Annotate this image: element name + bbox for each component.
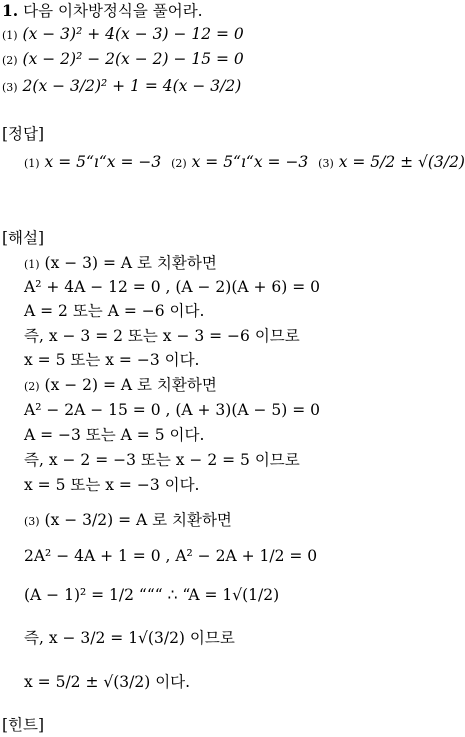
problem-item-1 (2, 24, 244, 46)
problem-item-1-eq: (x − 3)² + 4(x − 3) − 12 = 0 (22, 25, 244, 43)
solution-3-line-5: x = 5/2 ± √(3/2) 이다. (24, 673, 191, 691)
solution-1-line-4: 즉, x − 3 = 2 또는 x − 3 = −6 이므로 (24, 327, 300, 345)
solution-3-line-2: 2A² − 4A + 1 = 0 , A² − 2A + 1/2 = 0 (24, 547, 318, 565)
solution-2-line-5: x = 5 또는 x = −3 이다. (24, 476, 200, 494)
solution-2-line-1 (24, 375, 217, 397)
solution-2-line-3: A = −3 또는 A = 5 이다. (24, 426, 205, 444)
answer-line (24, 152, 465, 174)
solution-3-line-3: (A − 1)² = 1/2 “““ ∴ “A = 1√(1/2) (24, 586, 280, 604)
solution-heading: [해설] (2, 229, 45, 247)
solution-2-line-2: A² − 2A − 15 = 0 , (A + 3)(A − 5) = 0 (24, 401, 321, 419)
solution-3-text-1: (x − 3/2) = A 로 치환하면 (44, 511, 232, 529)
problem-instruction: 다음 이차방정식을 풀어라. (23, 2, 203, 20)
solution-2-text-1: (x − 2) = A 로 치환하면 (44, 376, 217, 394)
problem-item-2-eq: (x − 2)² − 2(x − 2) − 15 = 0 (22, 50, 244, 68)
problem-item-3 (2, 76, 241, 98)
hint-heading: [힌트] (2, 716, 45, 734)
problem-item-2 (2, 49, 244, 71)
solution-1-line-2: A² + 4A − 12 = 0 , (A − 2)(A + 6) = 0 (24, 278, 321, 296)
solution-3-line-1 (24, 510, 232, 532)
answer-3-label: (3) (318, 157, 334, 170)
solution-3-line-4: 즉, x − 3/2 = 1√(3/2) 이므로 (24, 629, 235, 647)
solution-1-line-3: A = 2 또는 A = −6 이다. (24, 302, 205, 320)
solution-1-line-5: x = 5 또는 x = −3 이다. (24, 351, 200, 369)
solution-1-line-1 (24, 253, 217, 275)
problem-item-3-eq: 2(x − 3/2)² + 1 = 4(x − 3/2) (22, 77, 242, 95)
solution-2-label: (2) (24, 380, 40, 393)
problem-number: 1. (2, 1, 19, 20)
problem-title (2, 1, 203, 21)
answer-2-label: (2) (171, 157, 187, 170)
answer-1: x = 5“ı“x = −3 (44, 153, 162, 171)
problem-item-3-label: (3) (2, 81, 18, 94)
solution-1-text-1: (x − 3) = A 로 치환하면 (44, 254, 217, 272)
answer-heading: [정답] (2, 125, 45, 143)
problem-item-2-label: (2) (2, 54, 18, 67)
answer-1-label: (1) (24, 157, 40, 170)
answer-2: x = 5“ı“x = −3 (191, 153, 309, 171)
solution-1-label: (1) (24, 258, 40, 271)
solution-3-label: (3) (24, 515, 40, 528)
problem-item-1-label: (1) (2, 29, 18, 42)
answer-3: x = 5/2 ± √(3/2) (338, 153, 465, 171)
solution-2-line-4: 즉, x − 2 = −3 또는 x − 2 = 5 이므로 (24, 451, 300, 469)
